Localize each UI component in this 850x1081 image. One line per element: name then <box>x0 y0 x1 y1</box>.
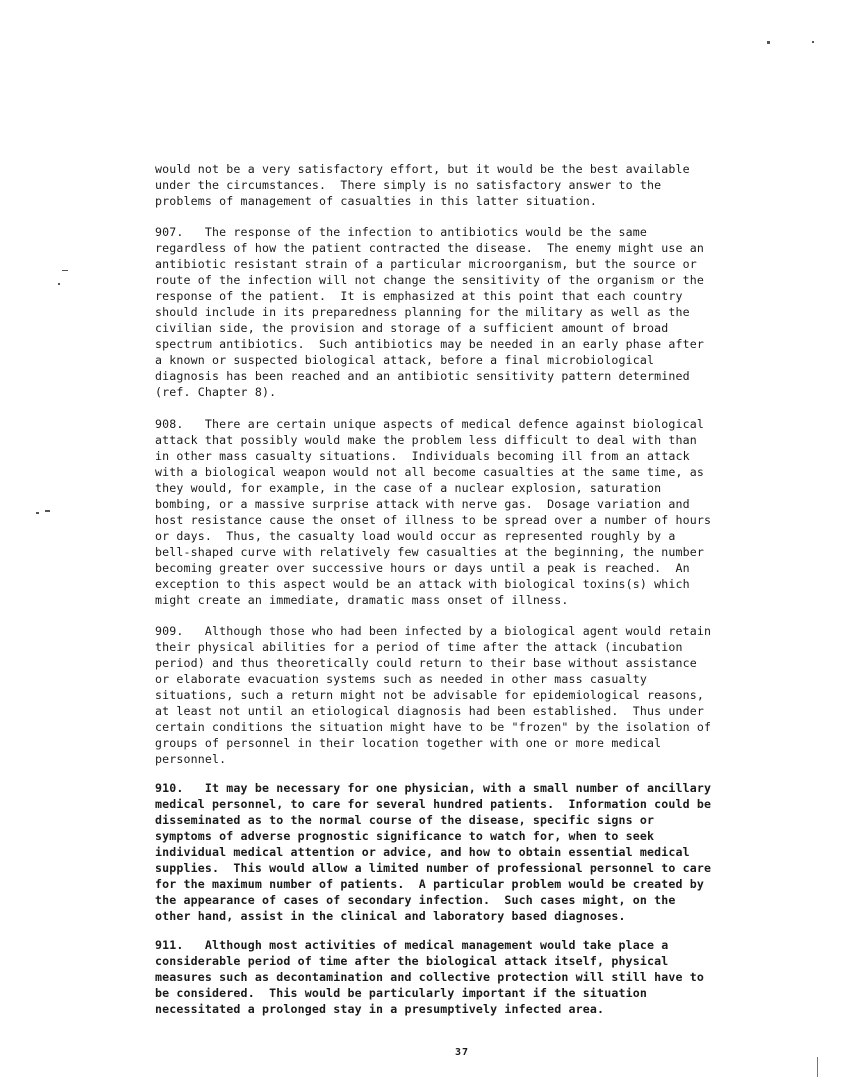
text-line: for the maximum number of patients. A particular problem would be created by <box>155 877 705 891</box>
text-line: the appearance of cases of secondary infection. Such cases might, on the <box>155 893 676 907</box>
page-number: 37 <box>455 1047 470 1058</box>
scan-speck <box>812 41 814 43</box>
paragraph-908 <box>155 416 795 608</box>
text-line: their physical abilities for a period of time after the attack (incubation <box>155 640 683 654</box>
text-line: a known or suspected biological attack, before a final microbiological <box>155 353 655 367</box>
text-line: bell-shaped curve with relatively few casualties at the beginning, the number <box>155 545 705 559</box>
text-line: or days. Thus, the casualty load would occur as represented roughly by a <box>155 529 676 543</box>
text-line: at least not until an etiological diagnosis had been established. Thus under <box>155 704 705 718</box>
text-line: or elaborate evacuation systems such as needed in other mass casualty <box>155 672 647 686</box>
text-line: regardless of how the patient contracted the disease. The enemy might use an <box>155 241 705 255</box>
text-line: (ref. Chapter 8). <box>155 385 277 399</box>
text-line: route of the infection will not change the sensitivity of the organism or the <box>155 273 705 287</box>
scan-edge-mark <box>817 1057 818 1077</box>
text-line: situations, such a return might not be advisable for epidemiological reasons, <box>155 688 705 702</box>
text-line: groups of personnel in their location together with one or more medical <box>155 736 662 750</box>
text-line: 907. The response of the infection to antibiotics would be the same <box>155 225 647 239</box>
text-line: host resistance cause the onset of illness to be spread over a number of hours <box>155 513 712 527</box>
text-line: symptoms of adverse prognostic significance to watch for, when to seek <box>155 829 655 843</box>
scan-speck <box>45 510 50 512</box>
text-line: civilian side, the provision and storage of a sufficient amount of broad <box>155 321 669 335</box>
paragraph-continuation <box>155 161 795 209</box>
text-line: period) and thus theoretically could return to their base without assistance <box>155 656 697 670</box>
text-line: with a biological weapon would not all become casualties at the same time, as <box>155 465 705 479</box>
text-line: measures such as decontamination and collective protection will still have to <box>155 970 705 984</box>
text-line: 911. Although most activities of medical management would take place a <box>155 938 669 952</box>
text-line: becoming greater over successive hours or days until a peak is reached. An <box>155 561 690 575</box>
text-line: 909. Although those who had been infected by a biological agent would retain <box>155 624 712 638</box>
text-line: spectrum antibiotics. Such antibiotics may be needed in an early phase after <box>155 337 705 351</box>
scan-speck <box>767 41 770 44</box>
text-line: under the circumstances. There simply is no satisfactory answer to the <box>155 178 662 192</box>
scan-speck <box>36 512 39 514</box>
scan-speck <box>58 283 60 285</box>
text-line: considerable period of time after the biological attack itself, physical <box>155 954 669 968</box>
text-line: might create an immediate, dramatic mass onset of illness. <box>155 593 569 607</box>
paragraph-911 <box>155 937 795 1017</box>
text-line: necessitated a prolonged stay in a presumptively infected area. <box>155 1002 605 1016</box>
text-line: supplies. This would allow a limited number of professional personnel to care <box>155 861 712 875</box>
text-line: individual medical attention or advice, and how to obtain essential medical <box>155 845 690 859</box>
text-line: be considered. This would be particularly important if the situation <box>155 986 647 1000</box>
text-line: diagnosis has been reached and an antibiotic sensitivity pattern determined <box>155 369 690 383</box>
text-line: exception to this aspect would be an attack with biological toxins(s) which <box>155 577 690 591</box>
text-line: attack that possibly would make the problem less difficult to deal with than <box>155 433 697 447</box>
text-line: other hand, assist in the clinical and laboratory based diagnoses. <box>155 909 626 923</box>
text-line: certain conditions the situation might have to be "frozen" by the isolation of <box>155 720 712 734</box>
text-line: personnel. <box>155 752 227 766</box>
text-line: 908. There are certain unique aspects of medical defence against biological <box>155 417 705 431</box>
text-line: bombing, or a massive surprise attack with nerve gas. Dosage variation and <box>155 497 690 511</box>
text-line: problems of management of casualties in this latter situation. <box>155 194 598 208</box>
paragraph-910 <box>155 780 795 924</box>
text-line: response of the patient. It is emphasized at this point that each country <box>155 289 683 303</box>
text-line: would not be a very satisfactory effort, but it would be the best available <box>155 162 690 176</box>
paragraph-907 <box>155 224 795 400</box>
text-line: antibiotic resistant strain of a particular microorganism, but the source or <box>155 257 697 271</box>
text-line: they would, for example, in the case of a nuclear explosion, saturation <box>155 481 662 495</box>
scan-speck <box>62 270 68 271</box>
paragraph-909 <box>155 623 795 767</box>
text-line: should include in its preparedness planning for the military as well as the <box>155 305 690 319</box>
text-line: medical personnel, to care for several hundred patients. Information could be <box>155 797 712 811</box>
text-line: 910. It may be necessary for one physician, with a small number of ancillary <box>155 781 712 795</box>
text-line: in other mass casualty situations. Individuals becoming ill from an attack <box>155 449 690 463</box>
text-line: disseminated as to the normal course of the disease, specific signs or <box>155 813 655 827</box>
